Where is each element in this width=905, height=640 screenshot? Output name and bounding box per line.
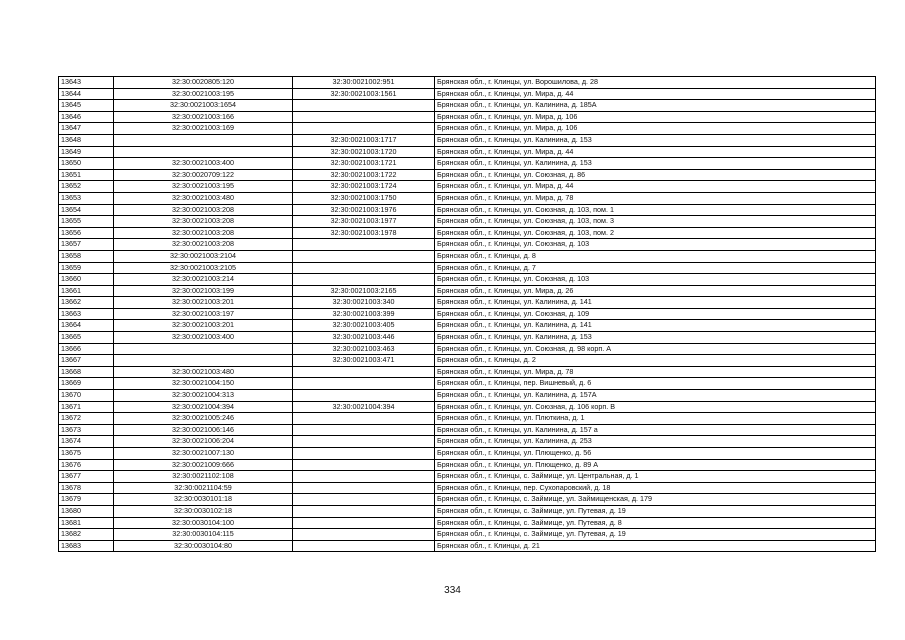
row-number-cell: 13681 — [59, 517, 114, 529]
cadastral-number-cell: 32:30:0021003:2104 — [114, 250, 293, 262]
address-cell: Брянская обл., г. Клинцы, ул. Плющенко, д. 89 А — [435, 459, 876, 471]
row-number-cell: 13654 — [59, 204, 114, 216]
cadastral-number-cell: 32:30:0030104:100 — [114, 517, 293, 529]
address-cell: Брянская обл., г. Клинцы, ул. Союзная, д. 103, пом. 3 — [435, 216, 876, 228]
cadastral-number-cell: 32:30:0021003:208 — [114, 239, 293, 251]
related-cadastral-number-cell: 32:30:0021003:446 — [293, 332, 435, 344]
row-number-cell: 13649 — [59, 146, 114, 158]
row-number-cell: 13673 — [59, 424, 114, 436]
row-number-cell: 13667 — [59, 355, 114, 367]
table-row — [59, 482, 876, 494]
table-row — [59, 285, 876, 297]
row-number-cell: 13652 — [59, 181, 114, 193]
cadastral-number-cell: 32:30:0021004:313 — [114, 390, 293, 402]
address-cell: Брянская обл., г. Клинцы, ул. Мира, д. 106 — [435, 123, 876, 135]
row-number-cell: 13659 — [59, 262, 114, 274]
related-cadastral-number-cell — [293, 494, 435, 506]
address-cell: Брянская обл., г. Клинцы, ул. Калинина, д. 153 — [435, 134, 876, 146]
table-row — [59, 216, 876, 228]
cadastral-number-cell: 32:30:0021104:59 — [114, 482, 293, 494]
table-row — [59, 459, 876, 471]
related-cadastral-number-cell — [293, 505, 435, 517]
address-cell: Брянская обл., г. Клинцы, ул. Калинина, д. 141 — [435, 320, 876, 332]
row-number-cell: 13679 — [59, 494, 114, 506]
row-number-cell: 13682 — [59, 529, 114, 541]
related-cadastral-number-cell — [293, 262, 435, 274]
cadastral-number-cell: 32:30:0030101:18 — [114, 494, 293, 506]
row-number-cell: 13647 — [59, 123, 114, 135]
table-row — [59, 88, 876, 100]
related-cadastral-number-cell — [293, 448, 435, 460]
table-row — [59, 227, 876, 239]
row-number-cell: 13660 — [59, 274, 114, 286]
row-number-cell: 13678 — [59, 482, 114, 494]
row-number-cell: 13670 — [59, 390, 114, 402]
row-number-cell: 13663 — [59, 308, 114, 320]
related-cadastral-number-cell — [293, 378, 435, 390]
address-cell: Брянская обл., г. Клинцы, с. Займище, ул. Путевая, д. 19 — [435, 529, 876, 541]
cadastral-number-cell: 32:30:0021003:1654 — [114, 100, 293, 112]
cadastral-number-cell: 32:30:0021004:394 — [114, 401, 293, 413]
cadastral-number-cell: 32:30:0021004:150 — [114, 378, 293, 390]
row-number-cell: 13651 — [59, 169, 114, 181]
address-cell: Брянская обл., г. Клинцы, ул. Союзная, д. 103, пом. 1 — [435, 204, 876, 216]
related-cadastral-number-cell — [293, 482, 435, 494]
address-cell: Брянская обл., г. Клинцы, ул. Калинина, д. 185А — [435, 100, 876, 112]
table-row — [59, 169, 876, 181]
address-cell: Брянская обл., г. Клинцы, ул. Калинина, д. 153 — [435, 332, 876, 344]
related-cadastral-number-cell — [293, 123, 435, 135]
address-cell: Брянская обл., г. Клинцы, д. 8 — [435, 250, 876, 262]
related-cadastral-number-cell: 32:30:0021003:1561 — [293, 88, 435, 100]
table-row — [59, 158, 876, 170]
row-number-cell: 13661 — [59, 285, 114, 297]
row-number-cell: 13657 — [59, 239, 114, 251]
cadastral-number-cell: 32:30:0030104:80 — [114, 540, 293, 552]
cadastral-number-cell: 32:30:0021102:108 — [114, 471, 293, 483]
address-cell: Брянская обл., г. Клинцы, ул. Калинина, д. 141 — [435, 297, 876, 309]
cadastral-number-cell: 32:30:0021007:130 — [114, 448, 293, 460]
cadastral-number-cell: 32:30:0021009:666 — [114, 459, 293, 471]
row-number-cell: 13648 — [59, 134, 114, 146]
row-number-cell: 13680 — [59, 505, 114, 517]
row-number-cell: 13671 — [59, 401, 114, 413]
table-row — [59, 320, 876, 332]
cadastral-number-cell: 32:30:0021003:480 — [114, 192, 293, 204]
table-row — [59, 297, 876, 309]
row-number-cell: 13677 — [59, 471, 114, 483]
cadastral-number-cell: 32:30:0020805:120 — [114, 77, 293, 89]
table-row — [59, 146, 876, 158]
table-row — [59, 401, 876, 413]
row-number-cell: 13643 — [59, 77, 114, 89]
table-row — [59, 517, 876, 529]
cadastral-number-cell: 32:30:0021003:480 — [114, 366, 293, 378]
address-cell: Брянская обл., г. Клинцы, ул. Калинина, д. 253 — [435, 436, 876, 448]
row-number-cell: 13666 — [59, 343, 114, 355]
table-row — [59, 181, 876, 193]
cadastral-number-cell: 32:30:0021006:204 — [114, 436, 293, 448]
registry-table — [58, 76, 876, 552]
related-cadastral-number-cell — [293, 529, 435, 541]
table-row — [59, 413, 876, 425]
row-number-cell: 13662 — [59, 297, 114, 309]
table-row — [59, 529, 876, 541]
address-cell: Брянская обл., г. Клинцы, ул. Мира, д. 44 — [435, 181, 876, 193]
row-number-cell: 13656 — [59, 227, 114, 239]
address-cell: Брянская обл., г. Клинцы, ул. Союзная, д. 103, пом. 2 — [435, 227, 876, 239]
cadastral-number-cell: 32:30:0021005:246 — [114, 413, 293, 425]
cadastral-number-cell: 32:30:0021003:208 — [114, 216, 293, 228]
row-number-cell: 13675 — [59, 448, 114, 460]
row-number-cell: 13668 — [59, 366, 114, 378]
table-row — [59, 262, 876, 274]
address-cell: Брянская обл., г. Клинцы, ул. Плющенко, д. 56 — [435, 448, 876, 460]
table-row — [59, 471, 876, 483]
address-cell: Брянская обл., г. Клинцы, пер. Вишневый, д. 6 — [435, 378, 876, 390]
address-cell: Брянская обл., г. Клинцы, ул. Плюткина, д. 1 — [435, 413, 876, 425]
row-number-cell: 13655 — [59, 216, 114, 228]
related-cadastral-number-cell — [293, 413, 435, 425]
related-cadastral-number-cell: 32:30:0021003:1722 — [293, 169, 435, 181]
related-cadastral-number-cell: 32:30:0021003:405 — [293, 320, 435, 332]
address-cell: Брянская обл., г. Клинцы, ул. Союзная, д. 98 корп. А — [435, 343, 876, 355]
cadastral-number-cell: 32:30:0021003:2105 — [114, 262, 293, 274]
related-cadastral-number-cell — [293, 424, 435, 436]
address-cell: Брянская обл., г. Клинцы, ул. Союзная, д. 103 — [435, 239, 876, 251]
cadastral-number-cell: 32:30:0021003:195 — [114, 88, 293, 100]
related-cadastral-number-cell — [293, 390, 435, 402]
table-row — [59, 448, 876, 460]
address-cell: Брянская обл., г. Клинцы, д. 21 — [435, 540, 876, 552]
related-cadastral-number-cell: 32:30:0021003:399 — [293, 308, 435, 320]
row-number-cell: 13676 — [59, 459, 114, 471]
address-cell: Брянская обл., г. Клинцы, ул. Союзная, д. 109 — [435, 308, 876, 320]
table-row — [59, 494, 876, 506]
row-number-cell: 13674 — [59, 436, 114, 448]
related-cadastral-number-cell: 32:30:0021003:471 — [293, 355, 435, 367]
related-cadastral-number-cell: 32:30:0021003:1721 — [293, 158, 435, 170]
row-number-cell: 13665 — [59, 332, 114, 344]
table-row — [59, 378, 876, 390]
row-number-cell: 13646 — [59, 111, 114, 123]
related-cadastral-number-cell: 32:30:0021004:394 — [293, 401, 435, 413]
address-cell: Брянская обл., г. Клинцы, с. Займище, ул. Центральная, д. 1 — [435, 471, 876, 483]
table-row — [59, 100, 876, 112]
cadastral-number-cell: 32:30:0030104:115 — [114, 529, 293, 541]
address-cell: Брянская обл., г. Клинцы, ул. Союзная, д. 86 — [435, 169, 876, 181]
related-cadastral-number-cell: 32:30:0021003:1720 — [293, 146, 435, 158]
row-number-cell: 13644 — [59, 88, 114, 100]
table-row — [59, 250, 876, 262]
table-row — [59, 204, 876, 216]
cadastral-number-cell: 32:30:0021003:214 — [114, 274, 293, 286]
cadastral-number-cell: 32:30:0021003:199 — [114, 285, 293, 297]
address-cell: Брянская обл., г. Клинцы, д. 7 — [435, 262, 876, 274]
cadastral-number-cell: 32:30:0030102:18 — [114, 505, 293, 517]
cadastral-number-cell: 32:30:0021003:400 — [114, 158, 293, 170]
table-row — [59, 436, 876, 448]
related-cadastral-number-cell: 32:30:0021003:1977 — [293, 216, 435, 228]
cadastral-number-cell — [114, 134, 293, 146]
related-cadastral-number-cell — [293, 517, 435, 529]
row-number-cell: 13683 — [59, 540, 114, 552]
table-row — [59, 390, 876, 402]
cadastral-number-cell: 32:30:0021003:169 — [114, 123, 293, 135]
address-cell: Брянская обл., г. Клинцы, ул. Калинина, д. 157 а — [435, 424, 876, 436]
table-row — [59, 134, 876, 146]
related-cadastral-number-cell: 32:30:0021003:1717 — [293, 134, 435, 146]
cadastral-number-cell: 32:30:0021003:400 — [114, 332, 293, 344]
cadastral-number-cell: 32:30:0021006:146 — [114, 424, 293, 436]
row-number-cell: 13658 — [59, 250, 114, 262]
table-row — [59, 355, 876, 367]
related-cadastral-number-cell — [293, 459, 435, 471]
related-cadastral-number-cell — [293, 250, 435, 262]
cadastral-number-cell — [114, 146, 293, 158]
related-cadastral-number-cell — [293, 366, 435, 378]
table-row — [59, 123, 876, 135]
address-cell: Брянская обл., г. Клинцы, ул. Мира, д. 78 — [435, 366, 876, 378]
address-cell: Брянская обл., г. Клинцы, с. Займище, ул. Путевая, д. 8 — [435, 517, 876, 529]
related-cadastral-number-cell: 32:30:0021003:463 — [293, 343, 435, 355]
table-row — [59, 308, 876, 320]
table-row — [59, 77, 876, 89]
address-cell: Брянская обл., г. Клинцы, ул. Мира, д. 26 — [435, 285, 876, 297]
related-cadastral-number-cell — [293, 100, 435, 112]
table-row — [59, 239, 876, 251]
related-cadastral-number-cell — [293, 436, 435, 448]
address-cell: Брянская обл., г. Клинцы, ул. Мира, д. 78 — [435, 192, 876, 204]
address-cell: Брянская обл., г. Клинцы, ул. Ворошилова, д. 28 — [435, 77, 876, 89]
row-number-cell: 13669 — [59, 378, 114, 390]
table-row — [59, 540, 876, 552]
related-cadastral-number-cell: 32:30:0021003:1976 — [293, 204, 435, 216]
table-row — [59, 366, 876, 378]
cadastral-number-cell: 32:30:0021003:197 — [114, 308, 293, 320]
row-number-cell: 13672 — [59, 413, 114, 425]
address-cell: Брянская обл., г. Клинцы, ул. Союзная, д. 103 — [435, 274, 876, 286]
row-number-cell: 13645 — [59, 100, 114, 112]
cadastral-number-cell: 32:30:0021003:201 — [114, 297, 293, 309]
row-number-cell: 13653 — [59, 192, 114, 204]
cadastral-number-cell: 32:30:0020709:122 — [114, 169, 293, 181]
registry-table-body — [59, 77, 876, 552]
address-cell: Брянская обл., г. Клинцы, с. Займище, ул. Займищенская, д. 179 — [435, 494, 876, 506]
address-cell: Брянская обл., г. Клинцы, ул. Мира, д. 106 — [435, 111, 876, 123]
cadastral-number-cell: 32:30:0021003:195 — [114, 181, 293, 193]
row-number-cell: 13664 — [59, 320, 114, 332]
address-cell: Брянская обл., г. Клинцы, ул. Калинина, д. 157А — [435, 390, 876, 402]
related-cadastral-number-cell — [293, 471, 435, 483]
address-cell: Брянская обл., г. Клинцы, ул. Мира, д. 44 — [435, 88, 876, 100]
cadastral-number-cell — [114, 343, 293, 355]
cadastral-number-cell: 32:30:0021003:201 — [114, 320, 293, 332]
related-cadastral-number-cell: 32:30:0021003:1978 — [293, 227, 435, 239]
related-cadastral-number-cell: 32:30:0021002:951 — [293, 77, 435, 89]
related-cadastral-number-cell — [293, 540, 435, 552]
table-row — [59, 343, 876, 355]
table-row — [59, 274, 876, 286]
cadastral-number-cell: 32:30:0021003:208 — [114, 227, 293, 239]
table-row — [59, 111, 876, 123]
related-cadastral-number-cell: 32:30:0021003:1750 — [293, 192, 435, 204]
address-cell: Брянская обл., г. Клинцы, с. Займище, ул. Путевая, д. 19 — [435, 505, 876, 517]
table-row — [59, 192, 876, 204]
related-cadastral-number-cell: 32:30:0021003:2165 — [293, 285, 435, 297]
page-number: 334 — [444, 585, 461, 596]
related-cadastral-number-cell — [293, 274, 435, 286]
related-cadastral-number-cell — [293, 239, 435, 251]
related-cadastral-number-cell: 32:30:0021003:1724 — [293, 181, 435, 193]
row-number-cell: 13650 — [59, 158, 114, 170]
table-row — [59, 332, 876, 344]
cadastral-number-cell — [114, 355, 293, 367]
table-row — [59, 424, 876, 436]
address-cell: Брянская обл., г. Клинцы, ул. Союзная, д. 106 корп. В — [435, 401, 876, 413]
table-row — [59, 505, 876, 517]
related-cadastral-number-cell — [293, 111, 435, 123]
address-cell: Брянская обл., г. Клинцы, ул. Мира, д. 44 — [435, 146, 876, 158]
cadastral-number-cell: 32:30:0021003:208 — [114, 204, 293, 216]
address-cell: Брянская обл., г. Клинцы, ул. Калинина, д. 153 — [435, 158, 876, 170]
address-cell: Брянская обл., г. Клинцы, пер. Сухопаровский, д. 18 — [435, 482, 876, 494]
address-cell: Брянская обл., г. Клинцы, д. 2 — [435, 355, 876, 367]
cadastral-number-cell: 32:30:0021003:166 — [114, 111, 293, 123]
related-cadastral-number-cell: 32:30:0021003:340 — [293, 297, 435, 309]
